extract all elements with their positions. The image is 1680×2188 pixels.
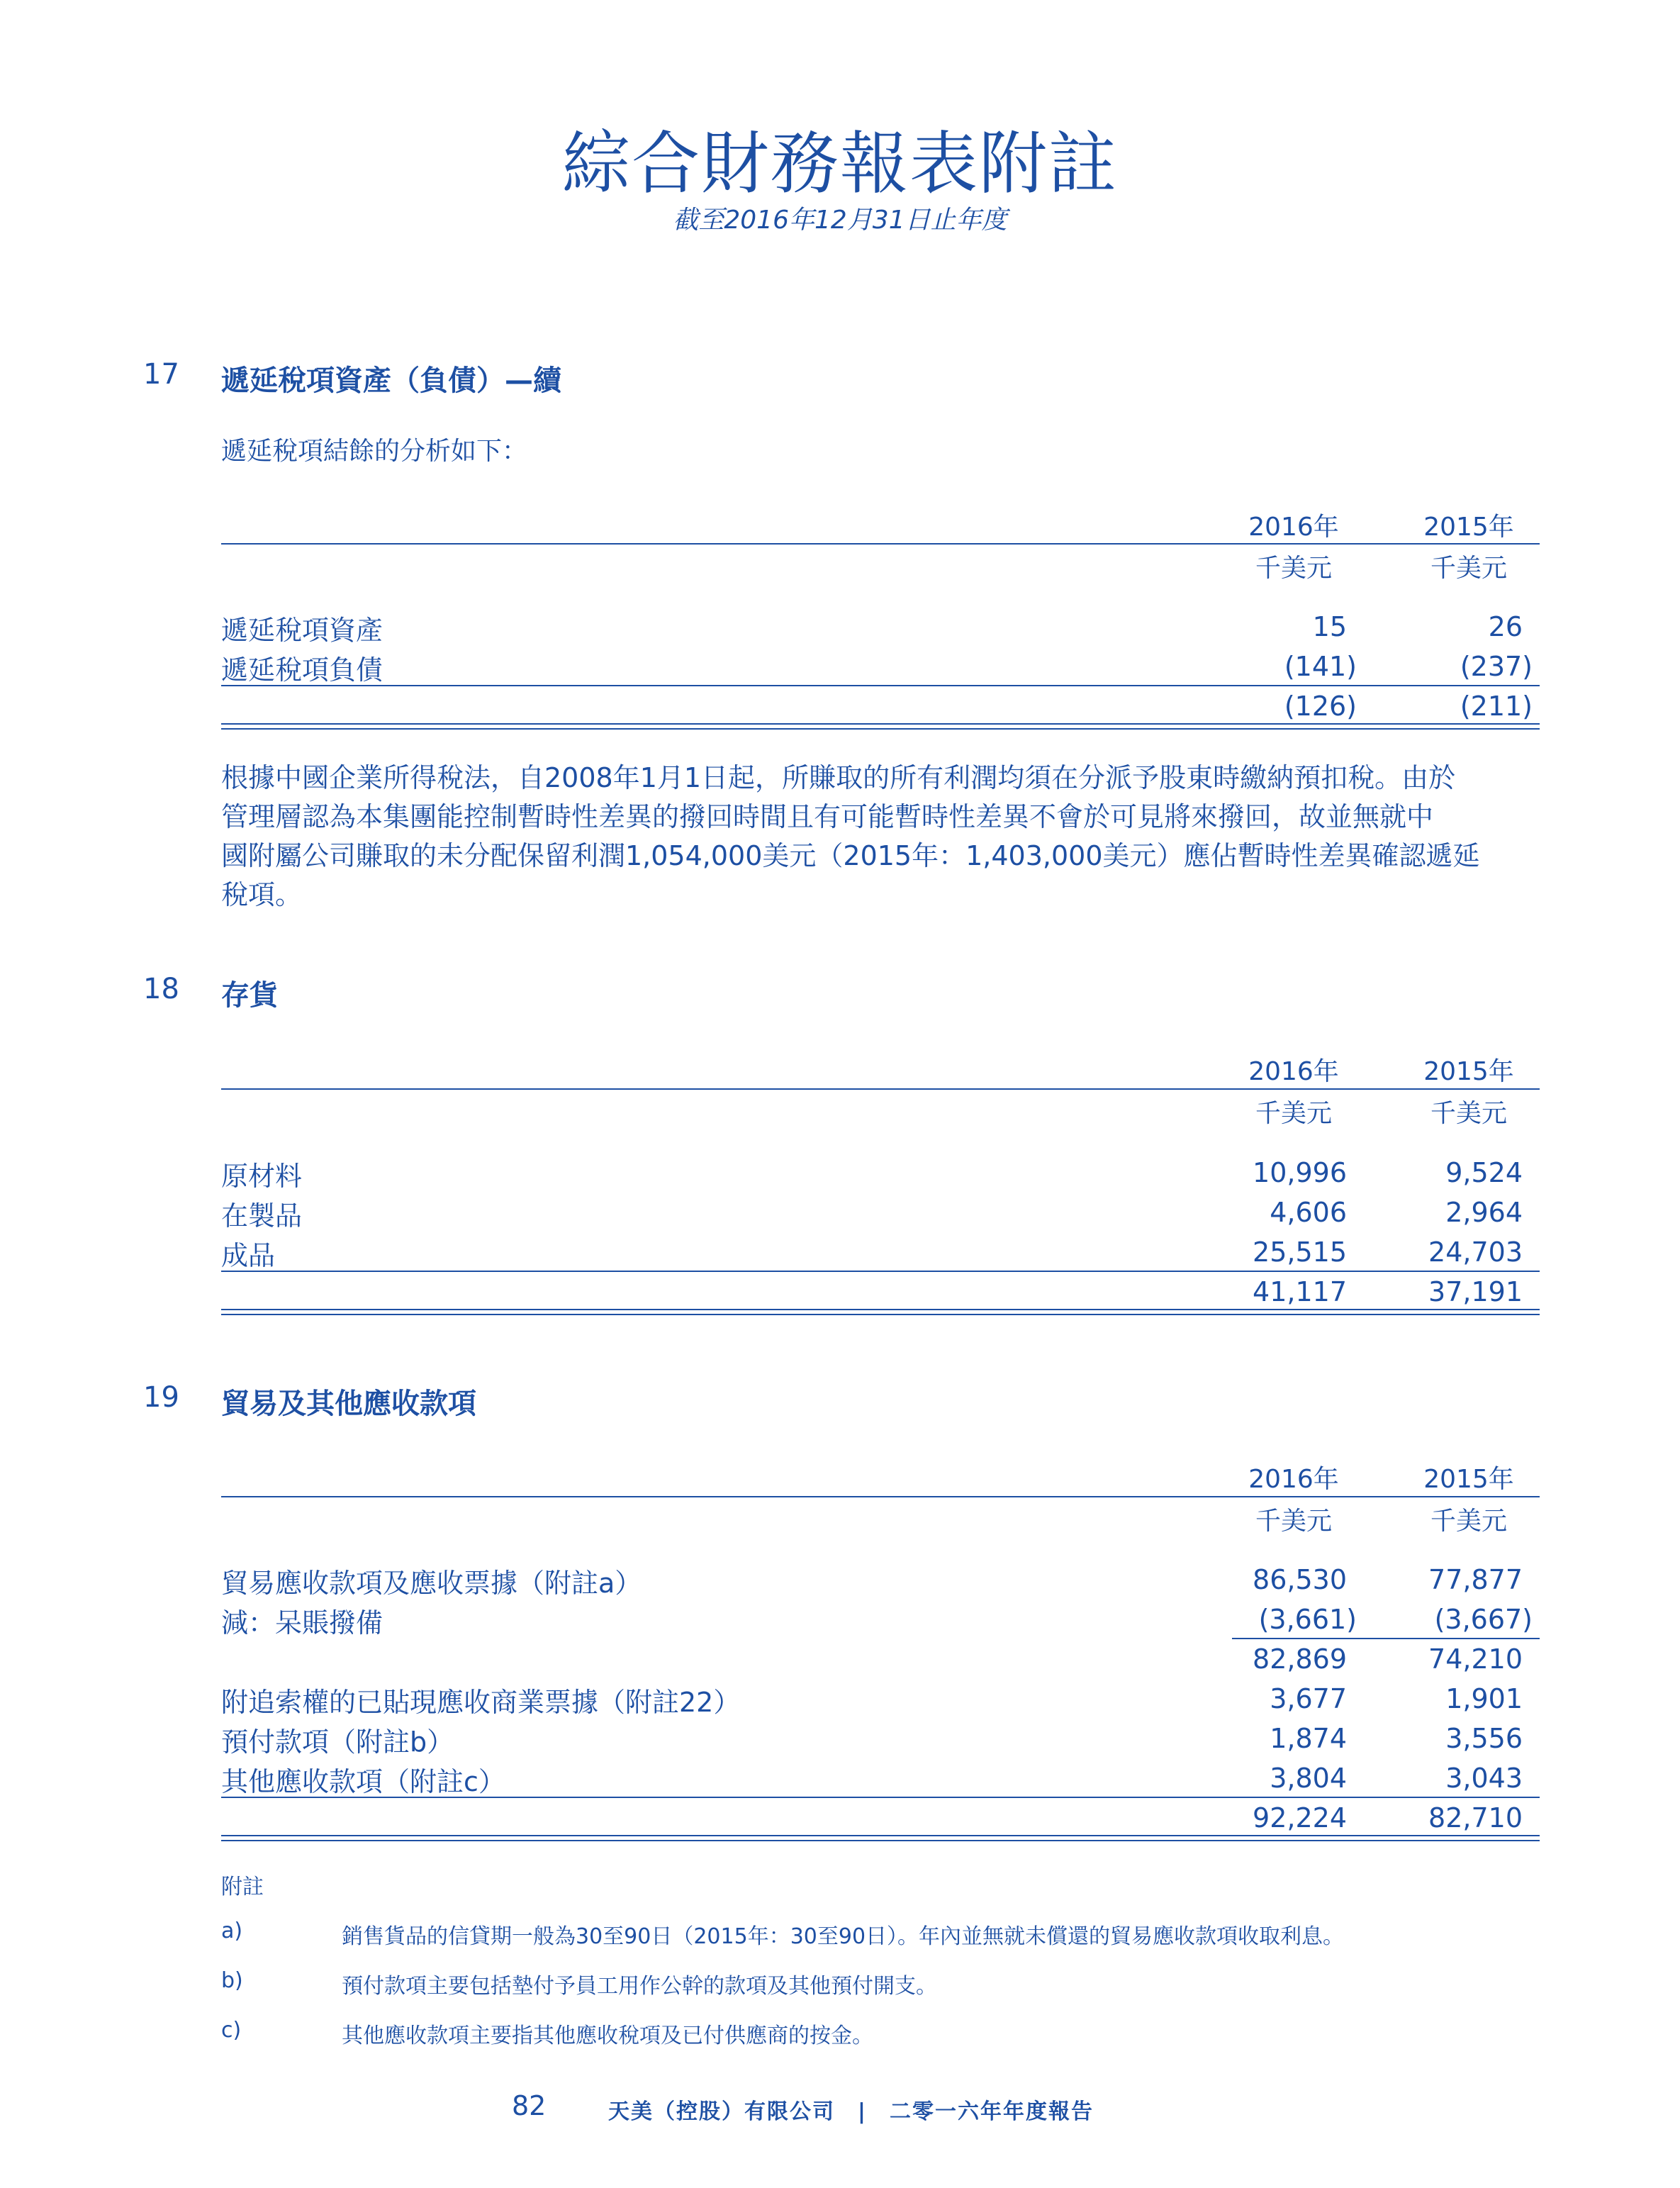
s18-header-rule — [221, 1088, 1540, 1090]
table-row-label: 遞延稅項負債 — [221, 654, 383, 686]
s19-header-rule — [221, 1496, 1540, 1497]
table-cell-2015: (237) — [1460, 651, 1533, 682]
s18-col-2015: 2015年 — [1423, 1057, 1514, 1086]
s17-total-rule — [221, 685, 1540, 686]
s17-unit-2015: 千美元 — [1430, 554, 1507, 583]
table-cell-2016: 25,515 — [1253, 1237, 1347, 1268]
s19-double-rule — [221, 1835, 1540, 1841]
section-17-number: 17 — [143, 358, 179, 391]
table-total-2015: (211) — [1460, 691, 1533, 722]
table-row-label: 預付款項（附註b） — [221, 1726, 454, 1758]
table-cell-2016: 1,874 — [1270, 1723, 1347, 1754]
paragraph-line: 國附屬公司賺取的未分配保留利潤1,054,000美元（2015年：1,403,000美元）應佔暫時性差異確認遞延 — [221, 840, 1480, 871]
s19-unit-2016: 千美元 — [1255, 1507, 1332, 1536]
s19-total-rule — [221, 1797, 1540, 1798]
s17-double-rule — [221, 723, 1540, 730]
notes-heading: 附註 — [221, 1875, 264, 1899]
table-row-label: 成品 — [221, 1240, 276, 1271]
table-row-label: 貿易應收款項及應收票據（附註a） — [221, 1568, 642, 1599]
paragraph-line: 管理層認為本集團能控制暫時性差異的撥回時間且有可能暫時性差異不會於可見將來撥回，故並無就中 — [221, 801, 1434, 832]
s19-unit-2015: 千美元 — [1430, 1507, 1507, 1536]
table-cell-2016: 3,677 — [1270, 1683, 1347, 1714]
table-cell-2016: 10,996 — [1253, 1157, 1347, 1188]
table-cell-2015: 1,901 — [1445, 1683, 1523, 1714]
table-total-2015: 82,710 — [1428, 1802, 1523, 1833]
s17-col-2016: 2016年 — [1248, 513, 1339, 542]
table-total-2016: 41,117 — [1253, 1276, 1347, 1307]
s18-unit-2016: 千美元 — [1255, 1099, 1332, 1128]
table-cell-2016: 86,530 — [1253, 1564, 1347, 1595]
table-cell-2016: 3,804 — [1270, 1763, 1347, 1794]
table-cell-2015: 24,703 — [1428, 1237, 1523, 1268]
table-total-2016: (126) — [1284, 691, 1357, 722]
s17-unit-2016: 千美元 — [1255, 554, 1332, 583]
paragraph-line: 根據中國企業所得稅法，自2008年1月1日起，所賺取的所有利潤均須在分派予股東時繳納預扣稅。由於 — [221, 762, 1456, 793]
page-title: 綜合財務報表附註 — [562, 124, 1118, 203]
table-row-label: 減：呆賬撥備 — [221, 1607, 383, 1639]
table-cell-2016: 15 — [1312, 611, 1347, 642]
table-subtotal-2016: 82,869 — [1253, 1643, 1347, 1675]
section-17-title: 遞延稅項資產（負債）—續 — [221, 364, 561, 397]
section-19-title: 貿易及其他應收款項 — [221, 1388, 476, 1420]
table-row-label: 原材料 — [221, 1161, 303, 1192]
table-cell-2015: 9,524 — [1445, 1157, 1523, 1188]
table-cell-2015: 26 — [1488, 611, 1523, 642]
note-key: b) — [221, 1968, 243, 1993]
footer-company: 天美（控股）有限公司 | 二零一六年年度報告 — [608, 2099, 1094, 2124]
s17-col-2015: 2015年 — [1423, 513, 1514, 542]
note-text: 預付款項主要包括墊付予員工用作公幹的款項及其他預付開支。 — [342, 1974, 937, 1999]
s19-col-2016: 2016年 — [1248, 1465, 1339, 1494]
page-number: 82 — [512, 2090, 547, 2121]
table-row-label: 遞延稅項資產 — [221, 615, 383, 646]
note-key: a) — [221, 1919, 243, 1943]
section-17-intro: 遞延稅項結餘的分析如下： — [221, 437, 528, 466]
s18-col-2016: 2016年 — [1248, 1057, 1339, 1086]
note-text: 銷售貨品的信貸期一般為30至90日（2015年：30至90日）。年內並無就未償還的貿易應收款項收取利息。 — [342, 1924, 1345, 1949]
section-18-number: 18 — [143, 973, 179, 1005]
section-18-title: 存貨 — [221, 979, 278, 1012]
table-total-2016: 92,224 — [1253, 1802, 1347, 1833]
note-key: c) — [221, 2018, 242, 2043]
note-text: 其他應收款項主要指其他應收稅項及已付供應商的按金。 — [342, 2024, 873, 2048]
section-19-number: 19 — [143, 1381, 179, 1414]
table-cell-2015: 77,877 — [1428, 1564, 1523, 1595]
paragraph-line: 稅項。 — [221, 879, 303, 910]
s17-header-rule — [221, 543, 1540, 545]
table-cell-2015: 3,556 — [1445, 1723, 1523, 1754]
s19-col-2015: 2015年 — [1423, 1465, 1514, 1494]
table-cell-2016: (141) — [1284, 651, 1357, 682]
table-total-2015: 37,191 — [1428, 1276, 1523, 1307]
table-row-label: 其他應收款項（附註c） — [221, 1766, 505, 1797]
page-subtitle: 截至2016年12月31日止年度 — [673, 206, 1007, 235]
table-cell-2016: 4,606 — [1270, 1197, 1347, 1228]
s18-total-rule — [221, 1271, 1540, 1272]
s18-double-rule — [221, 1309, 1540, 1315]
table-row-label: 在製品 — [221, 1200, 303, 1232]
s19-subtotal-rule — [1232, 1638, 1540, 1639]
table-row-label: 附追索權的已貼現應收商業票據（附註22） — [221, 1687, 741, 1718]
table-cell-2015: 3,043 — [1445, 1763, 1523, 1794]
table-subtotal-2015: 74,210 — [1428, 1643, 1523, 1675]
section-17-paragraph — [221, 759, 1541, 915]
table-cell-2015: (3,667) — [1434, 1604, 1533, 1635]
table-cell-2015: 2,964 — [1445, 1197, 1523, 1228]
s18-unit-2015: 千美元 — [1430, 1099, 1507, 1128]
table-cell-2016: (3,661) — [1258, 1604, 1357, 1635]
